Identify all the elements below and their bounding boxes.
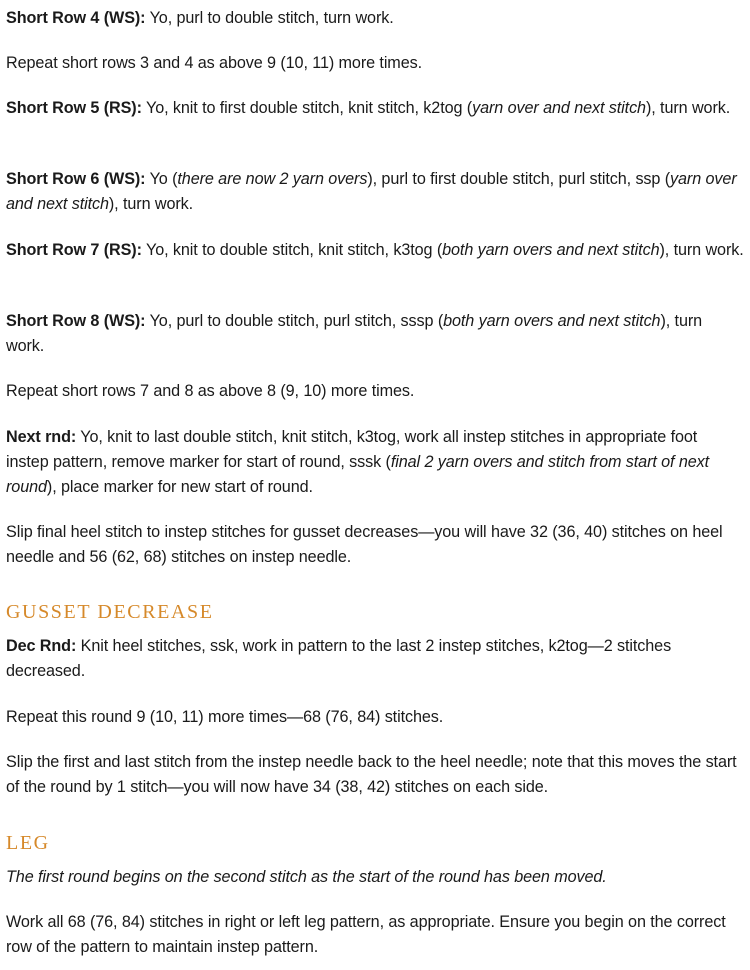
dec-rnd-para <box>6 634 744 684</box>
work-all-stitches-text: Work all 68 (76, 84) stitches in right or left leg pattern, as appropriate. Ensure you begin on the correct row of the pattern to maintain instep pattern. <box>6 913 726 956</box>
short-row-8-text-end: ), turn work. <box>6 312 703 355</box>
next-rnd-lead: Next rnd: <box>6 428 77 446</box>
next-rnd-para <box>6 425 744 500</box>
short-row-5-text-end: ), turn work. <box>645 99 731 117</box>
short-row-4-lead: Short Row 4 (WS): <box>6 9 146 27</box>
short-row-6-lead: Short Row 6 (WS): <box>6 170 146 188</box>
slip-heel-stitch-para <box>6 520 744 570</box>
leg-heading: LEG <box>6 832 50 854</box>
short-row-6-italic-2: yarn over and next stitch <box>6 170 737 213</box>
dec-rnd-lead: Dec Rnd: <box>6 637 77 655</box>
first-round-note-para <box>6 865 744 890</box>
short-row-8-text: Yo, purl to double stitch, purl stitch, sssp ( <box>145 312 444 330</box>
repeat-round-para <box>6 705 744 730</box>
repeat-rows-3-4-para <box>6 51 744 76</box>
short-row-4-text: Yo, purl to double stitch, turn work. <box>145 9 394 27</box>
short-row-8-italic: both yarn overs and next stitch <box>443 312 661 330</box>
short-row-7-italic: both yarn overs and next stitch <box>442 241 660 259</box>
short-row-6-text-end: ), turn work. <box>108 195 194 213</box>
slip-heel-stitch-text: Slip final heel stitch to instep stitches for gusset decreases—you will have 32 (36, 40) stitches on heel needle and 56 (62, 68) stitches on instep needle. <box>6 523 723 566</box>
first-round-note-text: The first round begins on the second stitch as the start of the round has been moved. <box>6 868 607 886</box>
repeat-rows-7-8-para <box>6 379 744 404</box>
short-row-5-lead: Short Row 5 (RS): <box>6 99 142 117</box>
next-rnd-text: Yo, knit to last double stitch, knit stitch, k3tog, work all instep stitches in appropriate foot instep pattern, remove marker for start of round, sssk ( <box>6 428 698 471</box>
short-row-6-para <box>6 167 744 217</box>
short-row-6-italic-1: there are now 2 yarn overs <box>177 170 368 188</box>
next-rnd-italic: final 2 yarn overs and stitch from start of next round <box>6 453 710 496</box>
work-all-stitches-para <box>6 910 744 960</box>
short-row-6-text-mid: ), purl to first double stitch, purl stitch, ssp ( <box>367 170 671 188</box>
short-row-6-text: Yo ( <box>145 170 178 188</box>
repeat-rows-3-4-text: Repeat short rows 3 and 4 as above 9 (10, 11) more times. <box>6 54 422 72</box>
short-row-7-text-end: ), turn work. <box>659 241 744 259</box>
short-row-8-para <box>6 309 744 359</box>
short-row-7-para <box>6 238 744 263</box>
short-row-7-lead: Short Row 7 (RS): <box>6 241 142 259</box>
slip-first-last-text: Slip the first and last stitch from the instep needle back to the heel needle; note that this moves the start of the round by 1 stitch—you will now have 34 (38, 42) stitches on each side. <box>6 753 737 796</box>
short-row-7-text: Yo, knit to double stitch, knit stitch, k3tog ( <box>141 241 443 259</box>
short-row-5-para <box>6 96 744 121</box>
repeat-rows-7-8-text: Repeat short rows 7 and 8 as above 8 (9, 10) more times. <box>6 382 415 400</box>
short-row-5-text: Yo, knit to first double stitch, knit stitch, k2tog ( <box>141 99 473 117</box>
next-rnd-text-end: ), place marker for new start of round. <box>46 478 313 496</box>
gusset-decrease-heading: GUSSET DECREASE <box>6 601 214 623</box>
short-row-8-lead: Short Row 8 (WS): <box>6 312 146 330</box>
short-row-5-italic: yarn over and next stitch <box>472 99 646 117</box>
repeat-round-text: Repeat this round 9 (10, 11) more times—68 (76, 84) stitches. <box>6 708 444 726</box>
slip-first-last-para <box>6 750 744 800</box>
dec-rnd-text: Knit heel stitches, ssk, work in pattern to the last 2 instep stitches, k2tog—2 stitches decreased. <box>6 637 672 680</box>
short-row-4-para <box>6 6 744 31</box>
